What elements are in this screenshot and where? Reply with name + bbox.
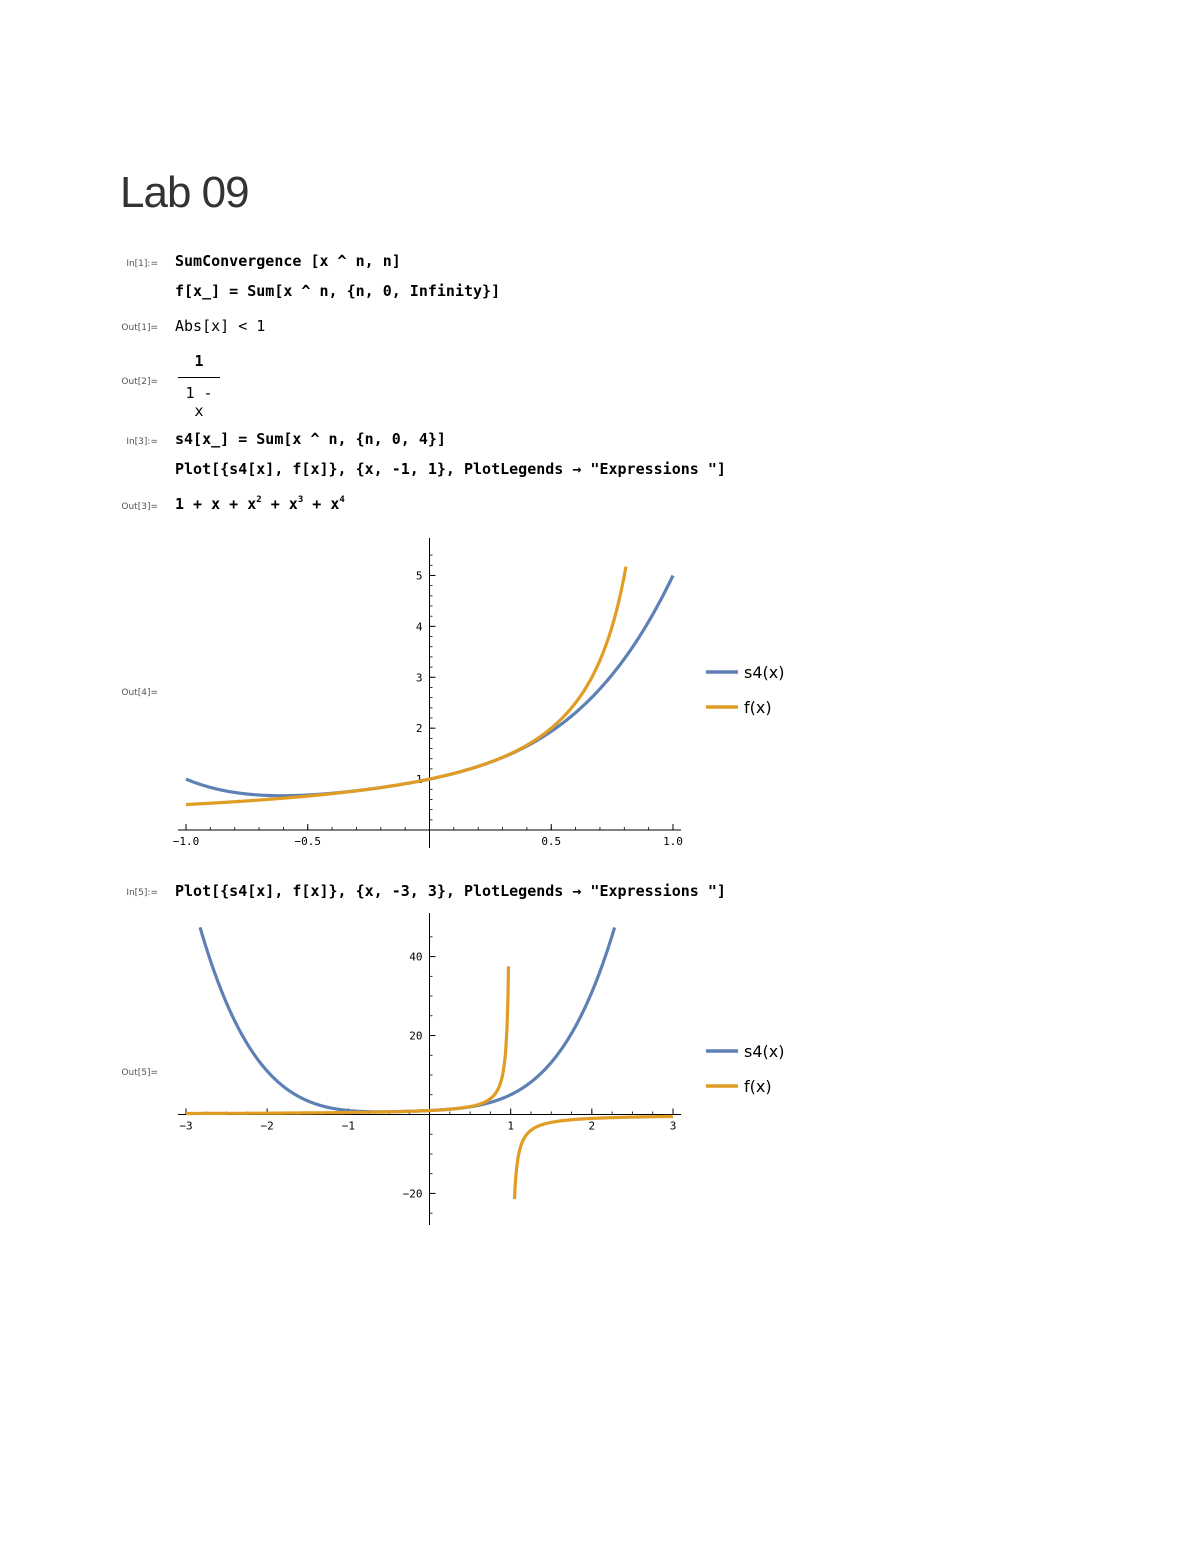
output-3-term-3: + x [303,495,340,513]
x-tick-label: 0.5 [541,835,562,848]
x-tick-label: 1.0 [663,835,683,848]
series-line-f [186,966,509,1113]
input-label-5: In[5]:= [126,888,158,898]
output-3 [175,495,345,513]
x-tick-label: −1 [341,1119,355,1133]
output-3-exp-2: 2 [256,495,262,505]
series-line-s4 [200,927,614,1112]
output-3-term-1: 1 + x + x [175,495,257,513]
output-label-2: Out[2]= [121,377,158,387]
output-label-4: Out[4]= [121,688,158,698]
y-tick-label: 1 [415,773,423,787]
input-1-line-1[interactable]: SumConvergence [x ^ n, n] [175,252,401,270]
x-tick-label: 1 [507,1119,514,1133]
output-3-exp-3: 3 [297,495,304,505]
series-line-f [186,567,626,805]
y-tick-label: 3 [415,671,423,685]
y-tick-label: 5 [415,569,423,583]
y-tick-label: 2 [415,722,423,736]
output-2-fraction [178,352,220,420]
legend-label-s4: s4(x) [744,1042,785,1061]
input-3-line-1[interactable]: s4[x_] = Sum[x ^ n, {n, 0, 4}] [175,430,446,448]
output-3-term-2: + x [261,495,298,513]
x-tick-label: 2 [588,1119,596,1133]
legend-label-f: f(x) [744,1077,772,1096]
x-tick-label: −2 [260,1119,274,1133]
plot-1 [0,530,1200,860]
legend-label-f: f(x) [744,698,772,717]
input-3-line-2[interactable]: Plot[{s4[x], f[x]}, {x, -1, 1}, PlotLegends → "Expressions "] [175,460,726,478]
input-5-line-1[interactable]: Plot[{s4[x], f[x]}, {x, -3, 3}, PlotLegends → "Expressions "] [175,882,726,900]
fraction-bar [178,377,220,378]
output-label-5: Out[5]= [121,1068,158,1078]
page-title: Lab 09 [120,168,249,217]
input-1-line-2[interactable]: f[x_] = Sum[x ^ n, {n, 0, Infinity}] [175,282,501,300]
x-tick-label: −3 [179,1119,193,1133]
plot-2 [0,905,1200,1235]
output-1: Abs[x] < 1 [175,317,266,335]
fraction-numerator: 1 [194,352,204,370]
x-tick-label: 3 [669,1119,677,1133]
x-tick-label: −0.5 [294,835,321,848]
y-tick-label: 4 [415,620,423,634]
legend-label-s4: s4(x) [744,663,785,682]
fraction-denominator: 1 - x [185,384,213,420]
output-label-3: Out[3]= [121,502,158,512]
y-tick-label: 40 [409,950,423,964]
y-tick-label: 20 [409,1029,423,1043]
input-label-1: In[1]:= [126,259,158,269]
x-tick-label: −1.0 [172,835,200,848]
output-3-exp-4: 4 [339,495,345,505]
y-tick-label: −20 [402,1187,423,1201]
output-label-1: Out[1]= [121,323,158,333]
input-label-3: In[3]:= [126,437,158,447]
